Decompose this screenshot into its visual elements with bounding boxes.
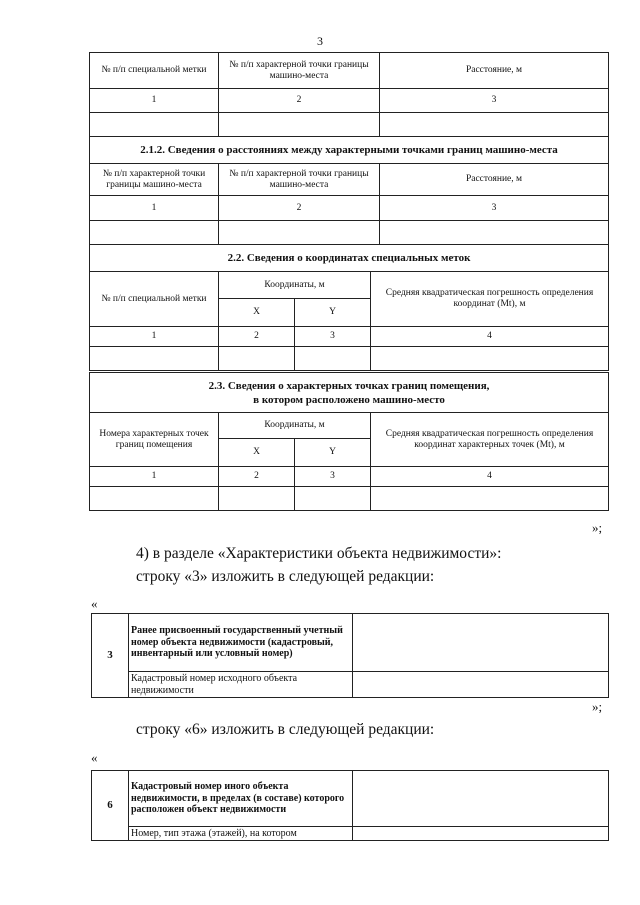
opening-quote: « (91, 596, 98, 611)
empty-cell (295, 347, 371, 371)
col-number-3: 3 (295, 327, 371, 347)
field-label-source-cadastral-number: Кадастровый номер исходного объекта недвижимости (129, 672, 353, 698)
opening-quote: « (91, 750, 98, 765)
page-number: 3 (317, 34, 323, 48)
row-number: 6 (92, 771, 129, 841)
value-cell (353, 614, 609, 672)
section-title-2-3 (90, 373, 609, 413)
empty-cell (90, 113, 219, 137)
table-label-distances (89, 52, 609, 137)
value-cell (353, 672, 609, 698)
empty-cell (380, 113, 609, 137)
header-x: X (219, 299, 295, 327)
amendment-instruction-row-3: строку «3» изложить в следующей редакции: (136, 568, 435, 585)
header-y: Y (295, 439, 371, 467)
col-number-1: 1 (90, 327, 219, 347)
col-number-4: 4 (371, 467, 609, 487)
section-title-line-1: 2.3. Сведения о характерных точках границ помещения, (208, 379, 490, 392)
header-point-a: № п/п характерной точки границы машино-места (90, 164, 219, 196)
empty-cell (371, 487, 609, 511)
col-number-3: 3 (380, 89, 609, 113)
empty-cell (90, 347, 219, 371)
table-room-boundary-points (89, 372, 609, 511)
header-y: Y (295, 299, 371, 327)
empty-cell (219, 347, 295, 371)
header-boundary-points: Номера характерных точек границ помещения (90, 413, 219, 467)
closing-quote: »; (592, 699, 603, 714)
closing-quote: »; (592, 520, 603, 535)
empty-cell (219, 221, 380, 245)
col-number-1: 1 (90, 89, 219, 113)
section-title-2-1-2: 2.1.2. Сведения о расстояниях между характерными точками границ машино-места (90, 137, 609, 164)
header-label-number: № п/п специальной метки (90, 53, 219, 89)
amendment-paragraph-4: 4) в разделе «Характеристики объекта недвижимости»: (136, 545, 502, 562)
empty-cell (90, 487, 219, 511)
field-label-previous-number: Ранее присвоенный государственный учетный номер объекта недвижимости (кадастровый, инвентарный или условный номер) (129, 614, 353, 672)
field-label-parent-cadastral-number: Кадастровый номер иного объекта недвижимости, в пределах (в составе) которого расположен объект недвижимости (129, 771, 353, 827)
col-number-3: 3 (380, 196, 609, 221)
table-row-3 (91, 613, 609, 698)
table-label-coordinates (89, 244, 609, 371)
table-point-distances (89, 136, 609, 245)
empty-cell (90, 221, 219, 245)
header-coordinates: Координаты, м (219, 413, 371, 439)
empty-cell (371, 347, 609, 371)
row-number: 3 (92, 614, 129, 698)
header-coordinates: Координаты, м (219, 272, 371, 299)
amendment-instruction-row-6: строку «6» изложить в следующей редакции: (136, 721, 435, 738)
field-label-floor-number: Номер, тип этажа (этажей), на котором (129, 827, 353, 841)
section-title-2-2: 2.2. Сведения о координатах специальных меток (90, 245, 609, 272)
value-cell (353, 827, 609, 841)
header-distance: Расстояние, м (380, 53, 609, 89)
value-cell (353, 771, 609, 827)
header-label-number: № п/п специальной метки (90, 272, 219, 327)
empty-cell (380, 221, 609, 245)
empty-cell (295, 487, 371, 511)
header-x: X (219, 439, 295, 467)
col-number-2: 2 (219, 327, 295, 347)
col-number-2: 2 (219, 467, 295, 487)
col-number-2: 2 (219, 89, 380, 113)
header-mean-square-error: Средняя квадратическая погрешность определения координат характерных точек (Mt), м (371, 413, 609, 467)
section-title-line-2: в котором расположено машино-место (253, 393, 445, 406)
header-mean-square-error: Средняя квадратическая погрешность определения координат (Mt), м (371, 272, 609, 327)
empty-cell (219, 487, 295, 511)
col-number-1: 1 (90, 467, 219, 487)
col-number-1: 1 (90, 196, 219, 221)
table-row-6 (91, 770, 609, 841)
empty-cell (219, 113, 380, 137)
col-number-2: 2 (219, 196, 380, 221)
header-point-b: № п/п характерной точки границы машино-места (219, 164, 380, 196)
header-distance: Расстояние, м (380, 164, 609, 196)
header-point-number: № п/п характерной точки границы машино-места (219, 53, 380, 89)
col-number-4: 4 (371, 327, 609, 347)
col-number-3: 3 (295, 467, 371, 487)
